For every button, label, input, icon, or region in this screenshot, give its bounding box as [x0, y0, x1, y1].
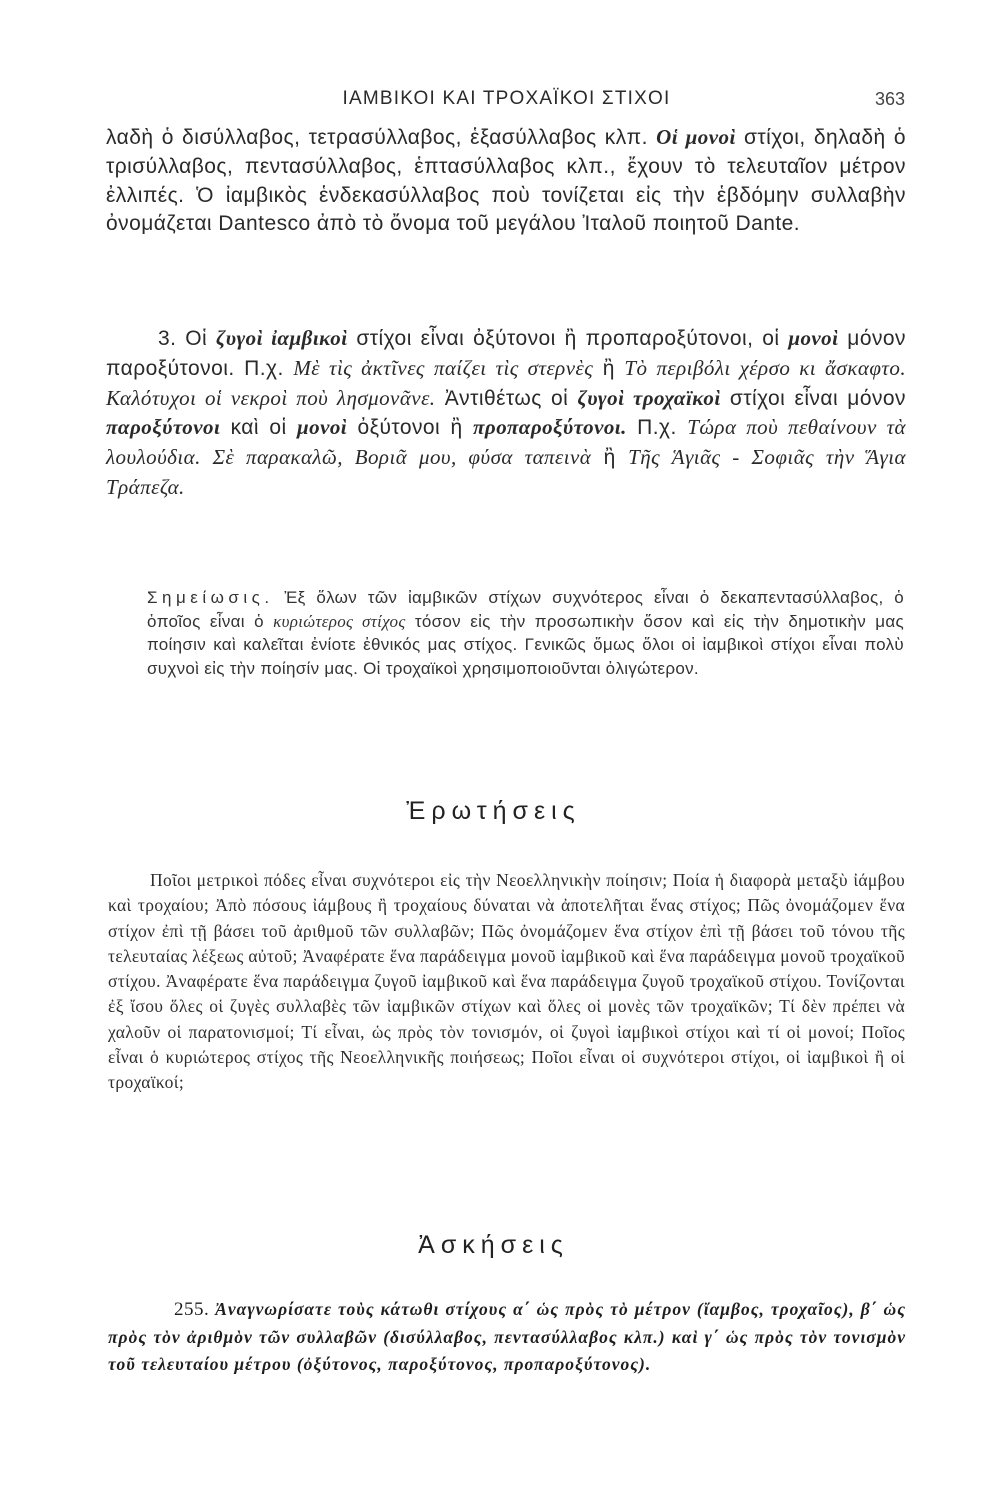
- emphasis-term: προπαροξύτονοι.: [473, 415, 627, 440]
- verse-example: Τώρα ποὺ πεθαίνουν τὰ λουλούδια. Σὲ παρακαλῶ, Βοριᾶ μου, φύσα ταπεινὰ: [106, 415, 907, 470]
- text-run: Ἐξ ὅλων τῶν ἰαμβικῶν στίχων συχνότερος εἶναι ὁ δεκαπεντασύλλαβος, ὁ ὁποῖος εἶναι ὁ: [147, 588, 904, 631]
- questions-heading: Ἐρωτήσεις: [406, 797, 581, 825]
- exercise-text: Ἀναγνωρίσατε τοὺς κάτωθι στίχους α΄ ὡς πρὸς τὸ μέτρον (ἴαμβος, τροχαῖος), β΄ ὡς πρὸς τὸν ἀριθμὸν τῶν συλλαβῶν (δισύλλαβος, πεντασύλλαβος κλπ.) καὶ γ΄ ὡς πρὸς τὸν τονισμὸν τοῦ τελευταίου μέτρου (ὀξύτονος, παροξύτονος, προπαροξύτονος).: [108, 1299, 906, 1374]
- questions-body: [108, 868, 905, 1096]
- page-number: 363: [874, 89, 905, 109]
- text-run: Ἀντιθέτως οἱ: [435, 386, 578, 410]
- text-run: 3. Οἱ: [158, 327, 217, 350]
- emphasis-term: Οἱ μονοὶ: [656, 125, 736, 149]
- questions-text: Ποῖοι μετρικοὶ πόδες εἶναι συχνότεροι εἰς τὴν Νεοελληνικὴν ποίησιν; Ποία ἡ διαφορὰ μεταξὺ ἰάμβου καὶ τροχαίου; Ἀπὸ πόσους ἰάμβους ἢ τροχαίους δύναται νὰ ἀποτελῆται ἕνας στίχος; Πῶς ὀνομάζομεν ἕνα στίχον ἐπὶ τῇ βάσει τοῦ ἀριθμοῦ τῶν συλλαβῶν; Πῶς ὀνομάζομεν ἕνα στίχον ἐπὶ τῇ βάσει τοῦ τόνου τῆς τελευταίας λέξεως αὐτοῦ; Ἀναφέρατε ἕνα παράδειγμα μονοῦ ἰαμβικοῦ καὶ ἕνα παράδειγμα μονοῦ τροχαϊκοῦ στίχου. Ἀναφέρατε ἕνα παράδειγμα ζυγοῦ ἰαμβικοῦ καὶ ἕνα παράδειγμα ζυγοῦ τροχαϊκοῦ στίχου. Τονίζονται ἐξ ἴσου ὅλες οἱ ζυγὲς συλλαβὲς τῶν ἰαμβικῶν στίχων καὶ ὅλες οἱ μονὲς τῶν τροχαϊκῶν; Τί δὲν πρέπει νὰ χαλοῦν οἱ παρατονισμοί; Τί εἶναι, ὡς πρὸς τὸν τονισμόν, οἱ ζυγοὶ ἰαμβικοὶ στίχοι καὶ τί οἱ μονοί; Ποῖος εἶναι ὁ κυριώτερος στίχος τῆς Νεοελληνικῆς ποιήσεως; Ποῖοι εἶναι οἱ συχνότεροι στίχοι, οἱ ἰαμβικοὶ ἢ οἱ τροχαϊκοί;: [108, 870, 905, 1093]
- emphasis-term: ζυγοὶ ἰαμβικοὶ: [216, 326, 348, 350]
- exercises-heading: Ἀσκήσεις: [418, 1231, 569, 1259]
- text-run: ὀξύτονοι ἢ: [347, 416, 474, 440]
- text-run: τόσον εἰς τὴν προσωπικὴν ὅσον καὶ εἰς τὴν δημοτικὴν μας ποίησιν καὶ καλεῖται ἐνίοτε ἐθνικός μας στίχος. Γενικῶς ὅμως ὅλοι οἱ ἰαμβικοὶ στίχοι εἶναι πολὺ συχνοὶ εἰς τὴν ποίησίν μας. Οἱ τροχαϊκοὶ χρησιμοποιοῦνται ὀλιγώτερον.: [147, 611, 905, 678]
- paragraph-accentuation: [106, 324, 906, 503]
- verse-example: Τὸ περιβόλι χέρσο κι ἄσκαφτο. Καλότυχοι οἱ νεκροὶ ποὺ λησμονᾶνε.: [106, 355, 907, 410]
- text-run: λαδὴ ὁ δισύλλαβος, τετρασύλλαβος, ἑξασύλλαβος κλπ.: [106, 126, 657, 149]
- text-run: στίχοι εἶναι μόνον: [720, 386, 907, 410]
- note-block: [147, 586, 904, 680]
- exercise-number: 255.: [174, 1299, 210, 1320]
- emphasis-term: παροξύτονοι: [106, 415, 221, 440]
- emphasis-term: μονοὶ: [297, 415, 348, 440]
- text-run: ἢ: [591, 446, 629, 470]
- text-run: ἢ: [593, 356, 625, 380]
- text-run: Π.χ.: [626, 416, 688, 440]
- paragraph-continuation: [106, 123, 906, 239]
- text-run: καὶ οἱ: [220, 416, 297, 440]
- verse-example: Τῆς Ἁγιᾶς - Σοφιᾶς τὴν Ἅγια Τράπεζα.: [106, 445, 906, 499]
- text-run: μόνον παροξύτονοι. Π.χ.: [106, 327, 906, 380]
- text-run: στίχοι, δηλαδὴ ὁ τρισύλλαβος, πεντασύλλαβος, ἑπτασύλλαβος κλπ., ἔχουν τὸ τελευταῖον μέτρον ἐλλιπές. Ὁ ἰαμβικὸς ἑνδεκασύλλαβος ποὺ τονίζεται εἰς τὴν ἑβδόμην συλλαβὴν ὀνομάζεται Dantesco ἀπὸ τὸ ὄνομα τοῦ μεγάλου Ἰταλοῦ ποιητοῦ Dante.: [106, 126, 907, 236]
- note-label: Σημείωσις.: [147, 588, 274, 607]
- running-title: ΙΑΜΒΙΚΟΙ ΚΑΙ ΤΡΟΧΑΪΚΟΙ ΣΤΙΧΟΙ: [342, 88, 671, 109]
- emphasis-term: κυριώτερος στίχος: [273, 611, 406, 631]
- exercise-255: [108, 1296, 906, 1379]
- emphasis-term: ζυγοὶ τροχαϊκοὶ: [577, 385, 721, 410]
- emphasis-term: μονοὶ: [788, 326, 839, 350]
- page-header: [108, 88, 905, 114]
- verse-example: Μὲ τὶς ἀκτῖνες παίζει τὶς στερνὲς: [293, 355, 594, 380]
- text-run: στίχοι εἶναι ὀξύτονοι ἢ προπαροξύτονοι, οἱ: [347, 327, 789, 350]
